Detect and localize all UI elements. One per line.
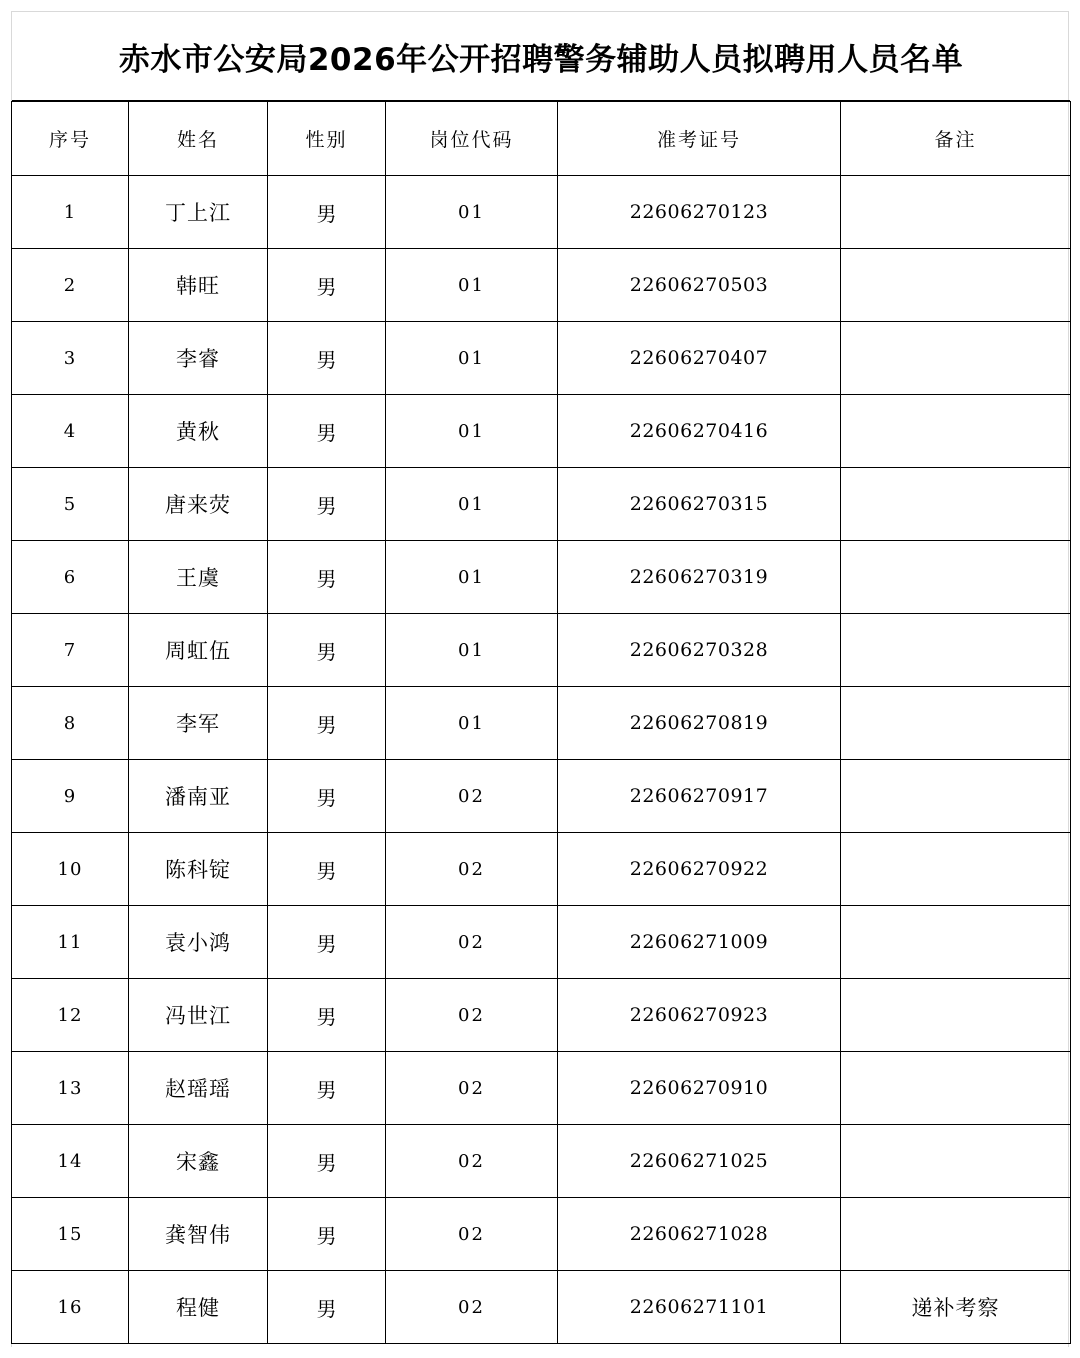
- cell-gender: 男: [268, 1052, 386, 1125]
- cell-exam-number: 22606270315: [558, 468, 841, 541]
- cell-remark: 递补考察: [841, 1271, 1071, 1344]
- cell-remark: [841, 687, 1071, 760]
- cell-index: 8: [12, 687, 129, 760]
- cell-exam-number: 22606270319: [558, 541, 841, 614]
- table-row: [12, 1198, 1071, 1271]
- cell-gender: 男: [268, 1198, 386, 1271]
- cell-exam-number: 22606271101: [558, 1271, 841, 1344]
- cell-name: 黄秋: [129, 395, 268, 468]
- cell-exam-number: 22606271028: [558, 1198, 841, 1271]
- cell-remark: [841, 249, 1071, 322]
- cell-remark: [841, 760, 1071, 833]
- cell-remark: [841, 1198, 1071, 1271]
- cell-gender: 男: [268, 249, 386, 322]
- cell-post-code: 02: [386, 760, 558, 833]
- cell-index: 15: [12, 1198, 129, 1271]
- cell-gender: 男: [268, 760, 386, 833]
- cell-remark: [841, 1125, 1071, 1198]
- cell-index: 3: [12, 322, 129, 395]
- cell-exam-number: 22606270503: [558, 249, 841, 322]
- cell-exam-number: 22606270123: [558, 176, 841, 249]
- table-row: [12, 760, 1071, 833]
- cell-post-code: 02: [386, 1125, 558, 1198]
- table-row: [12, 176, 1071, 249]
- cell-remark: [841, 176, 1071, 249]
- cell-index: 6: [12, 541, 129, 614]
- table-row: [12, 833, 1071, 906]
- cell-exam-number: 22606270917: [558, 760, 841, 833]
- cell-post-code: 02: [386, 1271, 558, 1344]
- cell-gender: 男: [268, 322, 386, 395]
- cell-post-code: 01: [386, 541, 558, 614]
- cell-remark: [841, 541, 1071, 614]
- cell-post-code: 02: [386, 1052, 558, 1125]
- cell-gender: 男: [268, 1125, 386, 1198]
- table-row: [12, 1125, 1071, 1198]
- cell-exam-number: 22606270819: [558, 687, 841, 760]
- table-body: [12, 176, 1071, 1344]
- cell-name: 龚智伟: [129, 1198, 268, 1271]
- cell-post-code: 02: [386, 979, 558, 1052]
- table-row: [12, 1271, 1071, 1344]
- cell-index: 13: [12, 1052, 129, 1125]
- header-remark: 备注: [841, 102, 1071, 176]
- table-row: [12, 614, 1071, 687]
- cell-index: 14: [12, 1125, 129, 1198]
- cell-remark: [841, 395, 1071, 468]
- cell-index: 10: [12, 833, 129, 906]
- table-row: [12, 906, 1071, 979]
- cell-name: 宋鑫: [129, 1125, 268, 1198]
- cell-gender: 男: [268, 395, 386, 468]
- cell-exam-number: 22606270407: [558, 322, 841, 395]
- cell-exam-number: 22606270328: [558, 614, 841, 687]
- hire-roster-table: [11, 101, 1071, 1344]
- cell-index: 5: [12, 468, 129, 541]
- cell-name: 丁上江: [129, 176, 268, 249]
- cell-remark: [841, 906, 1071, 979]
- cell-exam-number: 22606271009: [558, 906, 841, 979]
- cell-name: 陈科锭: [129, 833, 268, 906]
- cell-exam-number: 22606270923: [558, 979, 841, 1052]
- cell-name: 李睿: [129, 322, 268, 395]
- cell-gender: 男: [268, 541, 386, 614]
- cell-index: 11: [12, 906, 129, 979]
- cell-exam-number: 22606271025: [558, 1125, 841, 1198]
- cell-gender: 男: [268, 906, 386, 979]
- cell-post-code: 01: [386, 249, 558, 322]
- cell-name: 赵瑶瑶: [129, 1052, 268, 1125]
- cell-remark: [841, 614, 1071, 687]
- header-gender: 性别: [268, 102, 386, 176]
- cell-index: 2: [12, 249, 129, 322]
- cell-post-code: 01: [386, 614, 558, 687]
- table-row: [12, 249, 1071, 322]
- table-row: [12, 541, 1071, 614]
- cell-index: 16: [12, 1271, 129, 1344]
- table-row: [12, 687, 1071, 760]
- cell-post-code: 01: [386, 468, 558, 541]
- header-exam-number: 准考证号: [558, 102, 841, 176]
- page-title: 赤水市公安局2026年公开招聘警务辅助人员拟聘用人员名单: [12, 12, 1070, 101]
- cell-post-code: 02: [386, 833, 558, 906]
- table-row: [12, 1052, 1071, 1125]
- cell-name: 唐来荧: [129, 468, 268, 541]
- cell-index: 12: [12, 979, 129, 1052]
- cell-index: 7: [12, 614, 129, 687]
- cell-exam-number: 22606270922: [558, 833, 841, 906]
- cell-gender: 男: [268, 468, 386, 541]
- cell-post-code: 01: [386, 176, 558, 249]
- cell-post-code: 01: [386, 395, 558, 468]
- cell-gender: 男: [268, 687, 386, 760]
- cell-remark: [841, 833, 1071, 906]
- cell-name: 冯世江: [129, 979, 268, 1052]
- cell-gender: 男: [268, 614, 386, 687]
- cell-name: 王虞: [129, 541, 268, 614]
- cell-name: 周虹伍: [129, 614, 268, 687]
- cell-exam-number: 22606270416: [558, 395, 841, 468]
- table-row: [12, 395, 1071, 468]
- cell-post-code: 02: [386, 1198, 558, 1271]
- cell-index: 4: [12, 395, 129, 468]
- cell-post-code: 01: [386, 687, 558, 760]
- cell-post-code: 02: [386, 906, 558, 979]
- cell-index: 1: [12, 176, 129, 249]
- header-name: 姓名: [129, 102, 268, 176]
- document-sheet: [11, 11, 1069, 1347]
- header-post-code: 岗位代码: [386, 102, 558, 176]
- cell-gender: 男: [268, 176, 386, 249]
- cell-name: 韩旺: [129, 249, 268, 322]
- cell-name: 袁小鸿: [129, 906, 268, 979]
- header-index: 序号: [12, 102, 129, 176]
- cell-gender: 男: [268, 1271, 386, 1344]
- table-row: [12, 468, 1071, 541]
- cell-gender: 男: [268, 833, 386, 906]
- cell-name: 潘南亚: [129, 760, 268, 833]
- table-row: [12, 979, 1071, 1052]
- cell-exam-number: 22606270910: [558, 1052, 841, 1125]
- cell-remark: [841, 468, 1071, 541]
- cell-remark: [841, 1052, 1071, 1125]
- table-header-row: [12, 102, 1071, 176]
- cell-remark: [841, 979, 1071, 1052]
- table-row: [12, 322, 1071, 395]
- cell-remark: [841, 322, 1071, 395]
- cell-index: 9: [12, 760, 129, 833]
- cell-name: 李军: [129, 687, 268, 760]
- cell-gender: 男: [268, 979, 386, 1052]
- cell-post-code: 01: [386, 322, 558, 395]
- cell-name: 程健: [129, 1271, 268, 1344]
